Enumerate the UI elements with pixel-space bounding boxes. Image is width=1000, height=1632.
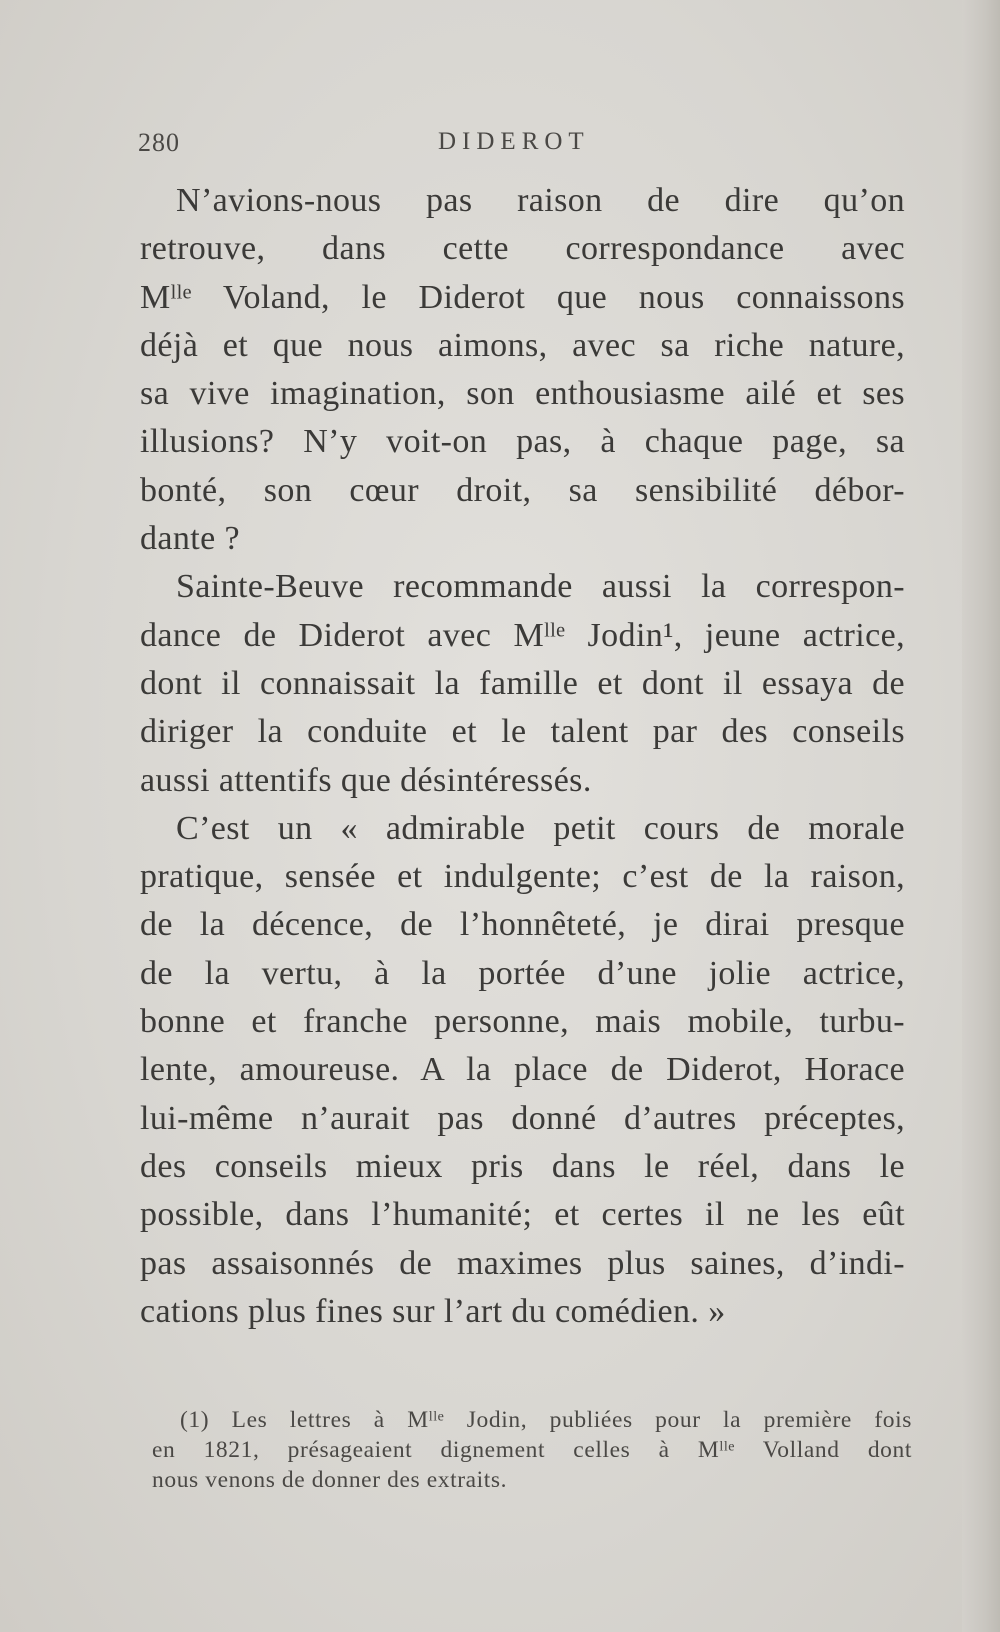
text-line: retrouve, dans cette correspondance avec [140, 230, 905, 268]
text-line: dante ? [140, 520, 241, 558]
text-line: bonne et franche personne, mais mobile, turbu- [140, 1003, 905, 1041]
text-line: pratique, sensée et indulgente; c’est de la raison, [140, 858, 905, 896]
text-line: C’est un « admirable petit cours de morale [176, 809, 905, 847]
footnote-line: nous venons de donner des extraits. [152, 1467, 508, 1493]
text-line: de la vertu, à la portée d’une jolie actrice, [140, 954, 905, 992]
footnote-line: en 1821, présageaient dignement celles à Mˡˡᵉ Volland dont [152, 1437, 912, 1463]
text-line: pas assaisonnés de maximes plus saines, d’indi- [140, 1244, 905, 1282]
text-line: déjà et que nous aimons, avec sa riche nature, [140, 326, 905, 364]
text-line: Sainte-Beuve recommande aussi la correspon- [176, 568, 905, 606]
text-line: N’avions-nous pas raison de dire qu’on [176, 182, 905, 219]
paragraph [140, 805, 905, 1336]
text-line: illusions? N’y voit-on pas, à chaque page, sa [140, 423, 905, 461]
text-line: de la décence, de l’honnêteté, je dirai presque [140, 906, 905, 944]
text-line: lui-même n’aurait pas donné d’autres préceptes, [140, 1099, 905, 1137]
text-line: sa vive imagination, son enthousiasme ailé et ses [140, 375, 905, 413]
running-head: DIDEROT [438, 128, 590, 155]
text-line: aussi attentifs que désintéressés. [140, 761, 592, 799]
text-line: lente, amoureuse. A la place de Diderot, Horace [140, 1051, 905, 1089]
text-line: bonté, son cœur droit, sa sensibilité débor- [140, 471, 905, 509]
page-header [138, 128, 908, 168]
text-line: dont il connaissait la famille et dont il essaya de [140, 664, 905, 702]
text-line: possible, dans l’humanité; et certes il ne les eût [140, 1196, 905, 1234]
page-edge-shadow [962, 0, 1000, 1632]
text-line: Mˡˡᵉ Voland, le Diderot que nous connaissons [140, 278, 905, 316]
paragraph [140, 563, 905, 804]
page-number: 280 [138, 128, 180, 157]
paragraph [140, 177, 905, 563]
text-line: dance de Diderot avec Mˡˡᵉ Jodin¹, jeune actrice, [140, 616, 905, 654]
text-line: diriger la conduite et le talent par des conseils [140, 713, 905, 751]
footnote-line: (1) Les lettres à Mˡˡᵉ Jodin, publiées pour la première fois [180, 1407, 912, 1433]
footnote [152, 1405, 912, 1495]
text-line: cations plus fines sur l’art du comédien. » [140, 1292, 726, 1330]
text-line: des conseils mieux pris dans le réel, dans le [140, 1147, 905, 1185]
body-text [140, 177, 905, 1336]
